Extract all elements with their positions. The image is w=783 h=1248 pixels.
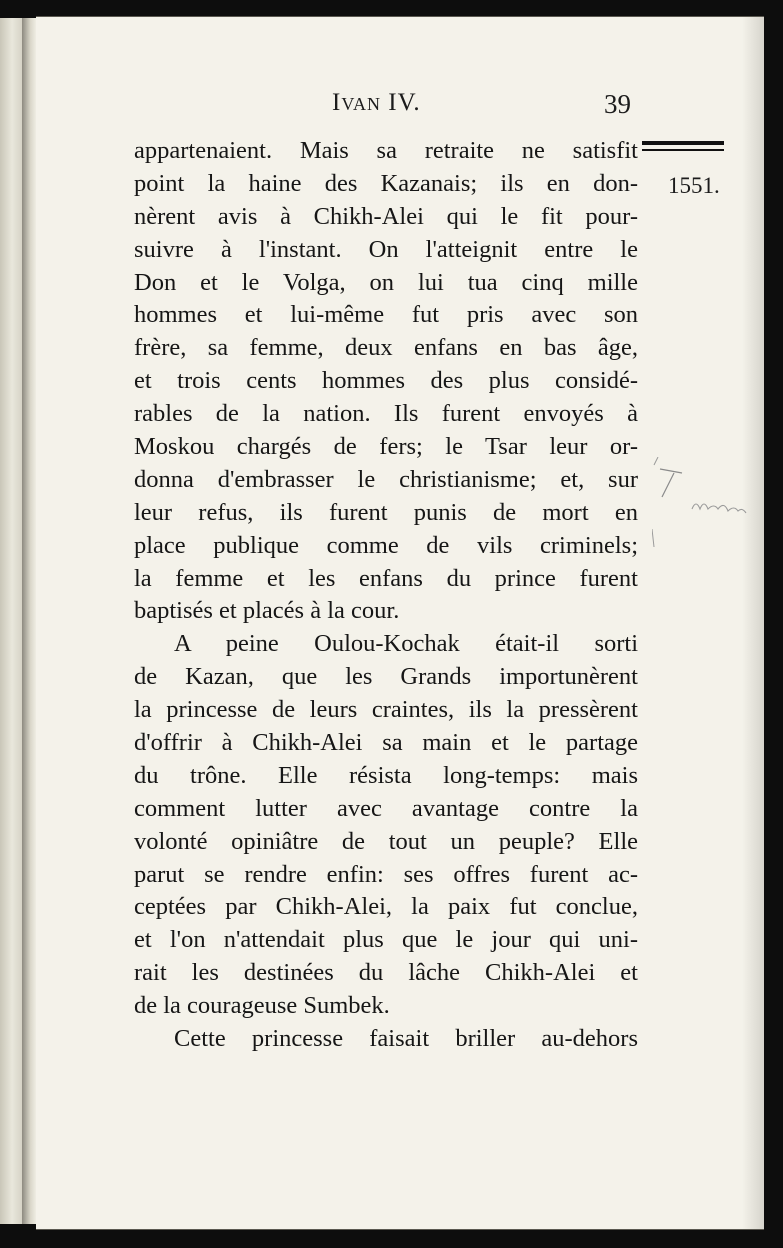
text-line: donna d'embrasser le christianisme; et, sur (134, 465, 638, 493)
text-line: appartenaient. Mais sa retraite ne satisfit (134, 137, 638, 164)
text-line: hommes et lui-même fut pris avec son (134, 301, 638, 329)
margin-rule (642, 141, 724, 145)
text-line: la femme et les enfans du prince furent (134, 564, 638, 592)
text-line: du trône. Elle résista long-temps: mais (134, 761, 638, 789)
page-number: 39 (604, 89, 631, 119)
text-line: Cette princesse faisait briller au-dehors (174, 1025, 638, 1053)
text-line: parut se rendre enfin: ses offres furent ac- (134, 860, 638, 888)
text-line: baptisés et placés à la cour. (134, 597, 400, 625)
body-text (134, 135, 638, 1056)
text-line: suivre à l'instant. On l'atteignit entre le (134, 235, 638, 263)
text-line: ceptées par Chikh-Alei, la paix fut conclue, (134, 893, 638, 921)
margin-rule-thin (642, 149, 724, 151)
running-head-title: Ivan IV. (332, 89, 421, 116)
text-line: la princesse de leurs craintes, ils la pressèrent (134, 696, 638, 724)
book-gutter (22, 18, 36, 1224)
text-line: d'offrir à Chikh-Alei sa main et le partage (134, 729, 638, 757)
text-line: Moskou chargés de fers; le Tsar leur or- (134, 433, 638, 461)
text-line: de la courageuse Sumbek. (134, 992, 390, 1020)
book-page (36, 16, 764, 1230)
text-line: rables de la nation. Ils furent envoyés à (134, 400, 638, 428)
text-line: frère, sa femme, deux enfans en bas âge, (134, 334, 638, 362)
text-line: Don et le Volga, on lui tua cinq mille (134, 268, 638, 296)
margin-year-note: 1551. (668, 173, 720, 198)
facing-page-edge (0, 18, 24, 1224)
text-line: rait les destinées du lâche Chikh-Alei et (134, 959, 638, 987)
text-line: point la haine des Kazanais; ils en don- (134, 169, 638, 197)
pencil-annotation (652, 457, 762, 567)
text-line: comment lutter avec avantage contre la (134, 794, 638, 822)
text-line: A peine Oulou-Kochak était-il sorti (174, 630, 638, 658)
text-line: leur refus, ils furent punis de mort en (134, 498, 638, 526)
text-line: place publique comme de vils criminels; (134, 531, 638, 559)
text-line: de Kazan, que les Grands importunèrent (134, 663, 638, 691)
text-line: et trois cents hommes des plus considé- (134, 367, 638, 395)
running-head (36, 89, 764, 129)
text-line: et l'on n'attendait plus que le jour qui uni- (134, 926, 638, 954)
text-line: nèrent avis à Chikh-Alei qui le fit pour- (134, 202, 638, 230)
text-line: volonté opiniâtre de tout un peuple? Elle (134, 827, 638, 855)
